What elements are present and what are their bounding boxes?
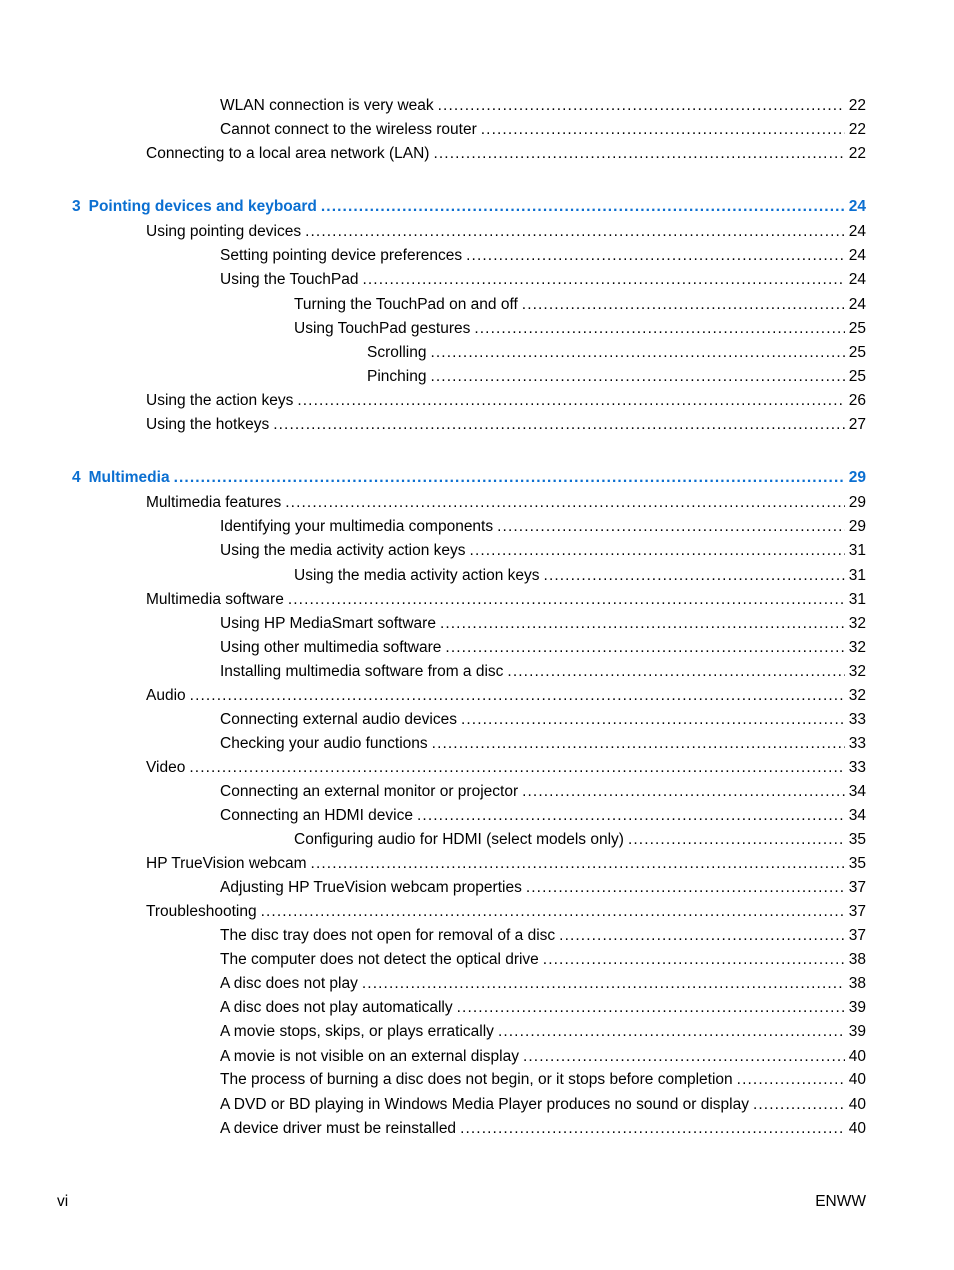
- toc-entry-page: 29: [848, 494, 866, 511]
- dot-leader: [433, 144, 844, 164]
- toc-entry[interactable]: [146, 854, 866, 874]
- toc-entry[interactable]: [146, 686, 866, 706]
- toc-entry-title: Using TouchPad gestures: [294, 320, 471, 337]
- toc-entry-page: 35: [848, 831, 866, 848]
- toc-entry[interactable]: [220, 926, 866, 946]
- toc-entry-page: 24: [848, 223, 866, 240]
- toc-entry[interactable]: [146, 902, 866, 922]
- toc-entry[interactable]: [220, 974, 866, 994]
- dot-leader: [430, 367, 844, 387]
- toc-entry-page: 25: [848, 368, 866, 385]
- dot-leader: [559, 926, 845, 946]
- toc-entry-title: Audio: [146, 687, 186, 704]
- dot-leader: [311, 854, 845, 874]
- toc-entry-title: Troubleshooting: [146, 903, 257, 920]
- toc-entry-page: 40: [848, 1048, 866, 1065]
- toc-entry-title: WLAN connection is very weak: [220, 97, 434, 114]
- toc-entry-page: 38: [848, 951, 866, 968]
- toc-entry[interactable]: [220, 246, 866, 266]
- dot-leader: [285, 493, 844, 513]
- toc-entry-page: 31: [848, 542, 866, 559]
- toc-entry[interactable]: [220, 662, 866, 682]
- toc-entry-title: A disc does not play automatically: [220, 999, 453, 1016]
- toc-entry-page: 32: [848, 687, 866, 704]
- toc-entry-page: 24: [848, 198, 866, 215]
- toc-entry-page: 37: [848, 927, 866, 944]
- toc-entry-page: 22: [848, 121, 866, 138]
- dot-leader: [362, 270, 844, 290]
- toc-entry[interactable]: [220, 1119, 866, 1139]
- toc-entry[interactable]: [220, 1070, 866, 1090]
- dot-leader: [305, 222, 845, 242]
- toc-entry-page: 34: [848, 783, 866, 800]
- dot-leader: [440, 614, 845, 634]
- toc-entry-title: Using HP MediaSmart software: [220, 615, 436, 632]
- toc-entry[interactable]: [367, 367, 866, 387]
- toc-entry-page: 40: [848, 1071, 866, 1088]
- dot-leader: [481, 120, 845, 140]
- toc-entry[interactable]: [146, 222, 866, 242]
- toc-entry[interactable]: [220, 120, 866, 140]
- dot-leader: [457, 998, 845, 1018]
- dot-leader: [526, 878, 845, 898]
- toc-entry-page: 25: [848, 344, 866, 361]
- dot-leader: [189, 758, 844, 778]
- toc-entry[interactable]: [146, 415, 866, 435]
- toc-entry-page: 24: [848, 296, 866, 313]
- dot-leader: [466, 246, 845, 266]
- dot-leader: [445, 638, 844, 658]
- toc-entry-title: Using the media activity action keys: [220, 542, 466, 559]
- dot-leader: [190, 686, 845, 706]
- toc-entry[interactable]: [220, 614, 866, 634]
- toc-entry[interactable]: [146, 590, 866, 610]
- toc-entry-page: 37: [848, 903, 866, 920]
- toc-entry-page: 33: [848, 759, 866, 776]
- toc-entry[interactable]: [220, 710, 866, 730]
- dot-leader: [507, 662, 844, 682]
- dot-leader: [432, 734, 845, 754]
- toc-entry-page: 38: [848, 975, 866, 992]
- footer-label: ENWW: [815, 1193, 866, 1210]
- toc-entry[interactable]: [220, 541, 866, 561]
- toc-entry[interactable]: [220, 270, 866, 290]
- toc-entry[interactable]: [220, 734, 866, 754]
- toc-entry-title: Pinching: [367, 368, 427, 385]
- toc-entry[interactable]: [294, 319, 866, 339]
- toc-entry-page: 31: [848, 567, 866, 584]
- dot-leader: [474, 319, 844, 339]
- dot-leader: [543, 950, 845, 970]
- dot-leader: [628, 830, 845, 850]
- dot-leader: [461, 710, 845, 730]
- toc-entry[interactable]: [220, 517, 866, 537]
- toc-entry[interactable]: [220, 1095, 866, 1115]
- toc-entry-title: The process of burning a disc does not begin, or it stops before completion: [220, 1071, 733, 1088]
- toc-entry-title: Connecting an external monitor or projector: [220, 783, 519, 800]
- toc-entry-page: 35: [848, 855, 866, 872]
- toc-entry-title: Setting pointing device preferences: [220, 247, 463, 264]
- toc-entry-title: HP TrueVision webcam: [146, 855, 307, 872]
- toc-entry-page: 31: [848, 591, 866, 608]
- dot-leader: [522, 295, 845, 315]
- toc-entry-title: Adjusting HP TrueVision webcam properties: [220, 879, 522, 896]
- toc-entry-page: 29: [848, 518, 866, 535]
- dot-leader: [460, 1119, 845, 1139]
- toc-entry-title: Turning the TouchPad on and off: [294, 296, 518, 313]
- toc-entry-title: A DVD or BD playing in Windows Media Player produces no sound or display: [220, 1096, 749, 1113]
- toc-entry-page: 37: [848, 879, 866, 896]
- toc-entry[interactable]: [220, 878, 866, 898]
- toc-entry-title: Checking your audio functions: [220, 735, 428, 752]
- toc-entry-title: Multimedia: [88, 469, 170, 486]
- toc-entry-title: Connecting an HDMI device: [220, 807, 413, 824]
- toc-entry[interactable]: [220, 806, 866, 826]
- toc-entry-title: Scrolling: [367, 344, 427, 361]
- toc-entry-page: 26: [848, 392, 866, 409]
- toc-entry-title: A movie stops, skips, or plays erratically: [220, 1023, 494, 1040]
- toc-entry-title: The computer does not detect the optical drive: [220, 951, 539, 968]
- toc-entry-title: Using the hotkeys: [146, 416, 270, 433]
- toc-entry-title: Using the action keys: [146, 392, 294, 409]
- dot-leader: [430, 343, 844, 363]
- toc-entry-page: 39: [848, 999, 866, 1016]
- toc-entry-title: Connecting to a local area network (LAN): [146, 145, 430, 162]
- toc-entry-page: 25: [848, 320, 866, 337]
- toc-entry-title: Video: [146, 759, 186, 776]
- toc-entry-page: 32: [848, 615, 866, 632]
- toc-entry-title: Configuring audio for HDMI (select models only): [294, 831, 624, 848]
- toc-entry-page: 39: [848, 1023, 866, 1040]
- toc-entry[interactable]: [220, 96, 866, 116]
- page-number: vi: [57, 1193, 69, 1210]
- toc-entry[interactable]: [294, 295, 866, 315]
- toc-entry-title: Using the TouchPad: [220, 271, 359, 288]
- toc-entry-title: The disc tray does not open for removal of a disc: [220, 927, 556, 944]
- toc-entry-title: Installing multimedia software from a disc: [220, 663, 504, 680]
- toc-entry-title: Cannot connect to the wireless router: [220, 121, 477, 138]
- dot-leader: [737, 1070, 845, 1090]
- toc-entry-page: 32: [848, 663, 866, 680]
- dot-leader: [273, 415, 845, 435]
- dot-leader: [321, 197, 845, 217]
- toc-entry-page: 24: [848, 271, 866, 288]
- toc-entry-title: A movie is not visible on an external display: [220, 1048, 519, 1065]
- toc-entry-title: Connecting external audio devices: [220, 711, 457, 728]
- toc-entry[interactable]: [220, 1022, 866, 1042]
- toc-entry-title: Pointing devices and keyboard: [88, 198, 317, 215]
- dot-leader: [753, 1095, 845, 1115]
- toc-entry[interactable]: [294, 830, 866, 850]
- toc-entry-title: Multimedia software: [146, 591, 284, 608]
- toc-chapter-entry[interactable]: [72, 197, 866, 217]
- toc-entry-page: 22: [848, 97, 866, 114]
- toc-entry-page: 24: [848, 247, 866, 264]
- dot-leader: [470, 541, 845, 561]
- toc-entry-title: A disc does not play: [220, 975, 358, 992]
- toc-entry-page: 33: [848, 711, 866, 728]
- toc-entry[interactable]: [146, 758, 866, 778]
- toc-entry[interactable]: [220, 638, 866, 658]
- toc-chapter-entry[interactable]: [72, 468, 866, 488]
- toc-entry[interactable]: [220, 1047, 866, 1067]
- toc-entry-title: Using the media activity action keys: [294, 567, 540, 584]
- toc-entry-title: Multimedia features: [146, 494, 282, 511]
- dot-leader: [523, 1047, 845, 1067]
- toc-entry-title: Identifying your multimedia components: [220, 518, 494, 535]
- dot-leader: [438, 96, 845, 116]
- toc-entry[interactable]: [146, 144, 866, 164]
- toc-entry-page: 32: [848, 639, 866, 656]
- dot-leader: [497, 517, 845, 537]
- chapter-number: 3: [72, 198, 81, 215]
- toc-entry-page: 29: [848, 469, 866, 486]
- dot-leader: [498, 1022, 845, 1042]
- toc-entry-page: 27: [848, 416, 866, 433]
- toc-entry[interactable]: [220, 998, 866, 1018]
- toc-entry-page: 40: [848, 1120, 866, 1137]
- dot-leader: [417, 806, 845, 826]
- toc-entry-title: Using other multimedia software: [220, 639, 442, 656]
- toc-entry-page: 33: [848, 735, 866, 752]
- toc-entry[interactable]: [294, 566, 866, 586]
- toc-entry-title: A device driver must be reinstalled: [220, 1120, 457, 1137]
- toc-entry-title: Using pointing devices: [146, 223, 302, 240]
- chapter-number: 4: [72, 469, 81, 486]
- toc-entry-page: 34: [848, 807, 866, 824]
- dot-leader: [362, 974, 845, 994]
- toc-entry[interactable]: [220, 950, 866, 970]
- toc-entry[interactable]: [146, 493, 866, 513]
- toc-entry[interactable]: [367, 343, 866, 363]
- dot-leader: [522, 782, 845, 802]
- toc-entry-page: 22: [848, 145, 866, 162]
- dot-leader: [174, 468, 845, 488]
- toc-entry[interactable]: [146, 391, 866, 411]
- dot-leader: [544, 566, 845, 586]
- dot-leader: [297, 391, 844, 411]
- toc-entry[interactable]: [220, 782, 866, 802]
- dot-leader: [261, 902, 845, 922]
- toc-entry-page: 40: [848, 1096, 866, 1113]
- dot-leader: [288, 590, 845, 610]
